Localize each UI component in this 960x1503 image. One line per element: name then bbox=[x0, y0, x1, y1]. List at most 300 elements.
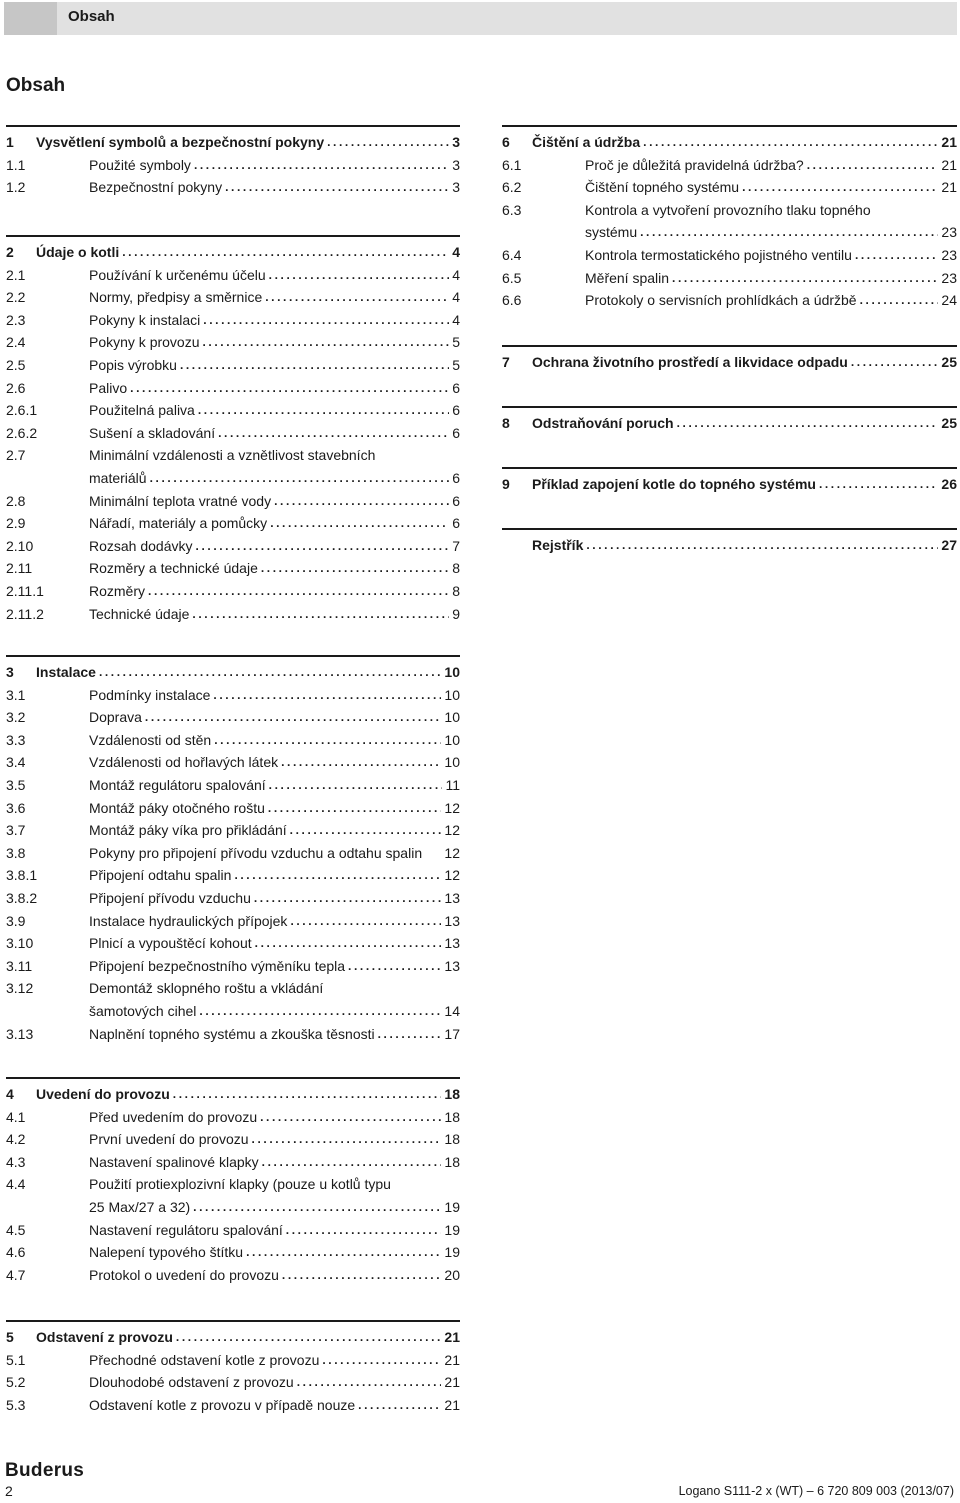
toc-entry[interactable] bbox=[6, 1349, 460, 1372]
toc-entry-label: Palivo bbox=[89, 379, 128, 396]
toc-entry-number: 1.2 bbox=[6, 179, 26, 196]
toc-entry-label: Rozměry a technické údaje bbox=[89, 560, 258, 577]
toc-entry-label: 25 Max/27 a 32) bbox=[89, 1198, 191, 1215]
toc-entry[interactable] bbox=[6, 580, 460, 603]
toc-entry-number: 6.2 bbox=[502, 179, 522, 196]
toc-entry-number: 3.5 bbox=[6, 776, 26, 793]
dot-leader bbox=[274, 490, 449, 513]
toc-entry-label: Použití protiexplozivní klapky (pouze u kotlů typu bbox=[89, 1176, 391, 1193]
toc-entry-page: 25 bbox=[941, 415, 957, 431]
toc-entry-page: 19 bbox=[444, 1244, 460, 1261]
dot-leader bbox=[203, 309, 449, 332]
toc-entry[interactable] bbox=[502, 154, 957, 177]
toc-entry-page: 27 bbox=[941, 537, 957, 553]
brand-logo: Buderus bbox=[5, 1460, 85, 1481]
dot-leader bbox=[254, 887, 442, 910]
toc-entry-page: 4 bbox=[452, 244, 460, 260]
document-id: Logano S111-2 x (WT) – 6 720 809 003 (2013/07) bbox=[678, 1484, 954, 1498]
dot-leader bbox=[213, 684, 441, 707]
toc-entry-page: 5 bbox=[452, 334, 460, 351]
toc-entry[interactable] bbox=[502, 199, 957, 222]
toc-entry-number: 4.2 bbox=[6, 1131, 26, 1148]
toc-entry-label: Vzdálenosti od stěn bbox=[89, 731, 212, 748]
toc-entry[interactable] bbox=[6, 1128, 460, 1151]
toc-entry-number: 5.3 bbox=[6, 1396, 26, 1413]
toc-entry-page: 24 bbox=[941, 292, 957, 309]
toc-entry[interactable] bbox=[6, 176, 460, 199]
dot-leader bbox=[322, 1349, 441, 1372]
toc-entry-label: Ochrana životního prostředí a likvidace odpadu bbox=[532, 354, 848, 370]
toc-entry-label: Pokyny k instalaci bbox=[89, 311, 201, 328]
toc-entry-label: Přechodné odstavení kotle z provozu bbox=[89, 1351, 320, 1368]
toc-entry-number: 1 bbox=[6, 134, 14, 150]
toc-entry-page: 21 bbox=[941, 156, 957, 173]
toc-entry-page: 10 bbox=[444, 754, 460, 771]
toc-entry-number: 3.8.2 bbox=[6, 889, 38, 906]
toc-entry[interactable] bbox=[6, 1083, 460, 1106]
dot-leader bbox=[130, 377, 449, 400]
dot-leader bbox=[225, 176, 449, 199]
toc-entry[interactable] bbox=[6, 512, 460, 535]
toc-entry[interactable] bbox=[502, 412, 957, 435]
toc-entry[interactable] bbox=[6, 422, 460, 445]
toc-entry[interactable] bbox=[6, 1241, 460, 1264]
toc-entry-number: 6.4 bbox=[502, 246, 522, 263]
toc-section bbox=[502, 345, 957, 374]
toc-entry-label: Naplnění topného systému a zkouška těsnosti bbox=[89, 1025, 375, 1042]
dot-leader bbox=[194, 154, 449, 177]
dot-leader bbox=[643, 131, 938, 154]
toc-entry-label: Připojení přívodu vzduchu bbox=[89, 889, 251, 906]
toc-entry[interactable] bbox=[6, 1173, 460, 1196]
toc-entry-page: 20 bbox=[444, 1266, 460, 1283]
toc-entry[interactable] bbox=[6, 842, 460, 865]
toc-entry-label: Sušení a skladování bbox=[89, 424, 216, 441]
toc-entry-number: 2.5 bbox=[6, 356, 26, 373]
toc-entry-page: 11 bbox=[445, 776, 460, 793]
toc-entry[interactable] bbox=[502, 289, 957, 312]
dot-leader bbox=[677, 412, 939, 435]
toc-entry-label: Instalace bbox=[36, 664, 96, 680]
dot-leader bbox=[180, 354, 449, 377]
toc-entry[interactable] bbox=[6, 729, 460, 752]
toc-entry[interactable] bbox=[6, 955, 460, 978]
toc-section bbox=[502, 528, 957, 557]
toc-entry-page: 13 bbox=[444, 957, 460, 974]
dot-leader bbox=[99, 661, 441, 684]
dot-leader bbox=[218, 422, 449, 445]
toc-entry-label: Podmínky instalace bbox=[89, 686, 211, 703]
toc-entry-page: 14 bbox=[444, 1002, 460, 1019]
toc-entry-label: Pokyny pro připojení přívodu vzduchu a odtahu spalin bbox=[89, 844, 423, 861]
toc-entry-number: 3.10 bbox=[6, 935, 34, 952]
dot-leader bbox=[290, 819, 442, 842]
toc-entry[interactable] bbox=[6, 154, 460, 177]
toc-entry[interactable] bbox=[6, 131, 460, 154]
toc-entry-page: 17 bbox=[444, 1025, 460, 1042]
toc-entry-label: Instalace hydraulických přípojek bbox=[89, 912, 288, 929]
toc-entry-page: 3 bbox=[452, 156, 460, 173]
toc-entry[interactable] bbox=[6, 751, 460, 774]
dot-leader bbox=[203, 331, 450, 354]
toc-entry[interactable] bbox=[6, 1371, 460, 1394]
toc-section bbox=[6, 235, 460, 625]
toc-entry-label: Plnicí a vypouštěcí kohout bbox=[89, 935, 252, 952]
toc-entry-label: Minimální vzdálenosti a vznětlivost stavebních bbox=[89, 447, 376, 464]
toc-entry-page: 19 bbox=[444, 1221, 460, 1238]
toc-entry-number: 2.11.2 bbox=[6, 605, 44, 622]
toc-entry-page: 9 bbox=[452, 605, 460, 622]
toc-entry[interactable] bbox=[6, 535, 460, 558]
section-divider bbox=[6, 125, 460, 127]
dot-leader bbox=[255, 932, 442, 955]
toc-entry-page: 18 bbox=[444, 1153, 460, 1170]
toc-entry-label: Proč je důležitá pravidelná údržba? bbox=[585, 156, 804, 173]
toc-entry[interactable] bbox=[6, 1394, 460, 1417]
dot-leader bbox=[586, 534, 938, 557]
toc-entry[interactable] bbox=[502, 473, 957, 496]
dot-leader bbox=[148, 580, 449, 603]
toc-entry[interactable] bbox=[6, 331, 460, 354]
toc-entry-page: 21 bbox=[444, 1351, 460, 1368]
header-bar bbox=[4, 2, 957, 35]
toc-entry-number: 2.10 bbox=[6, 537, 34, 554]
header-title: Obsah bbox=[68, 8, 115, 25]
toc-entry-page: 18 bbox=[444, 1131, 460, 1148]
toc-entry-label: Popis výrobku bbox=[89, 356, 177, 373]
toc-entry-number: 6.5 bbox=[502, 269, 522, 286]
toc-entry-label: Dlouhodobé odstavení z provozu bbox=[89, 1374, 294, 1391]
dot-leader bbox=[297, 1371, 442, 1394]
dot-leader bbox=[855, 244, 938, 267]
dot-leader bbox=[269, 774, 443, 797]
dot-leader bbox=[270, 512, 449, 535]
toc-entry-label: materiálů bbox=[89, 469, 147, 486]
toc-entry[interactable] bbox=[6, 467, 460, 490]
toc-entry-number: 2.3 bbox=[6, 311, 26, 328]
dot-leader bbox=[176, 1326, 442, 1349]
toc-entry[interactable] bbox=[6, 977, 460, 1000]
toc-entry-page: 3 bbox=[452, 179, 460, 196]
toc-entry[interactable] bbox=[6, 490, 460, 513]
toc-entry-number: 4.5 bbox=[6, 1221, 26, 1238]
section-divider bbox=[502, 125, 957, 127]
toc-entry-number: 2.9 bbox=[6, 515, 26, 532]
toc-entry-number: 3.1 bbox=[6, 686, 26, 703]
toc-entry-page: 13 bbox=[444, 889, 460, 906]
toc-entry-label: Demontáž sklopného roštu a vkládání bbox=[89, 980, 324, 997]
toc-entry[interactable] bbox=[6, 887, 460, 910]
dot-leader bbox=[214, 729, 441, 752]
toc-entry-page: 5 bbox=[452, 356, 460, 373]
section-divider bbox=[6, 655, 460, 657]
toc-entry[interactable] bbox=[6, 603, 460, 626]
toc-entry-label: Montáž páky víka pro přikládání bbox=[89, 822, 287, 839]
toc-entry[interactable] bbox=[6, 444, 460, 467]
toc-section bbox=[502, 125, 957, 312]
toc-entry-number: 3.8 bbox=[6, 844, 26, 861]
toc-section bbox=[6, 655, 460, 1045]
toc-section bbox=[6, 1077, 460, 1286]
toc-entry-page: 4 bbox=[452, 266, 460, 283]
toc-section bbox=[502, 406, 957, 435]
dot-leader bbox=[122, 241, 449, 264]
toc-entry-page: 26 bbox=[941, 476, 957, 492]
toc-entry-label: Technické údaje bbox=[89, 605, 190, 622]
toc-entry-page: 23 bbox=[941, 246, 957, 263]
toc-entry-number: 3.7 bbox=[6, 822, 26, 839]
dot-leader bbox=[234, 864, 441, 887]
toc-entry-label: Doprava bbox=[89, 709, 142, 726]
section-divider bbox=[6, 1077, 460, 1079]
toc-entry-number: 4.4 bbox=[6, 1176, 26, 1193]
toc-entry-page: 18 bbox=[444, 1086, 460, 1102]
toc-entry-label: Měření spalin bbox=[585, 269, 670, 286]
toc-entry-label: Minimální teplota vratné vody bbox=[89, 492, 272, 509]
toc-entry[interactable] bbox=[6, 1000, 460, 1023]
toc-entry[interactable] bbox=[502, 221, 957, 244]
section-divider bbox=[502, 345, 957, 347]
toc-entry-number: 2.6.1 bbox=[6, 402, 38, 419]
dot-leader bbox=[199, 1000, 441, 1023]
toc-entry[interactable] bbox=[6, 241, 460, 264]
dot-leader bbox=[192, 603, 449, 626]
toc-entry-page: 6 bbox=[452, 402, 460, 419]
toc-entry[interactable] bbox=[502, 267, 957, 290]
dot-leader bbox=[262, 1151, 442, 1174]
toc-entry-page: 21 bbox=[444, 1396, 460, 1413]
toc-entry-label: Před uvedením do provozu bbox=[89, 1108, 258, 1125]
toc-entry-label: Použitelná paliva bbox=[89, 402, 195, 419]
header-tab-marker bbox=[4, 2, 57, 35]
toc-entry-label: Uvedení do provozu bbox=[36, 1086, 170, 1102]
dot-leader bbox=[281, 751, 441, 774]
toc-entry[interactable] bbox=[6, 910, 460, 933]
toc-entry[interactable] bbox=[502, 534, 957, 557]
dot-leader bbox=[286, 1219, 442, 1242]
dot-leader bbox=[640, 221, 938, 244]
toc-entry-number: 2.11 bbox=[6, 560, 33, 577]
toc-entry-page: 21 bbox=[941, 134, 957, 150]
toc-entry-page: 4 bbox=[452, 311, 460, 328]
toc-entry-label: První uvedení do provozu bbox=[89, 1131, 249, 1148]
dot-leader bbox=[807, 154, 939, 177]
dot-leader bbox=[378, 1023, 442, 1046]
toc-entry-page: 23 bbox=[941, 224, 957, 241]
dot-leader bbox=[150, 467, 450, 490]
toc-entry-label: Rejstřík bbox=[532, 537, 584, 553]
dot-leader bbox=[672, 267, 938, 290]
toc-entry[interactable] bbox=[6, 1219, 460, 1242]
toc-entry[interactable] bbox=[6, 706, 460, 729]
toc-entry[interactable] bbox=[6, 399, 460, 422]
toc-entry-number: 2.1 bbox=[6, 266, 26, 283]
toc-entry[interactable] bbox=[6, 819, 460, 842]
dot-leader bbox=[268, 797, 442, 820]
toc-entry[interactable] bbox=[6, 864, 460, 887]
dot-leader bbox=[265, 286, 449, 309]
toc-entry-number: 3 bbox=[6, 664, 14, 680]
toc-entry-page: 3 bbox=[452, 134, 460, 150]
toc-entry[interactable] bbox=[502, 351, 957, 374]
toc-entry[interactable] bbox=[6, 661, 460, 684]
dot-leader bbox=[819, 473, 938, 496]
toc-entry-number: 3.3 bbox=[6, 731, 26, 748]
toc-entry-label: Použité symboly bbox=[89, 156, 191, 173]
toc-entry[interactable] bbox=[6, 1151, 460, 1174]
toc-entry-number: 2.11.1 bbox=[6, 582, 44, 599]
toc-entry-label: Nalepení typového štítku bbox=[89, 1244, 244, 1261]
toc-entry[interactable] bbox=[6, 377, 460, 400]
toc-section bbox=[6, 125, 460, 199]
toc-entry-page: 8 bbox=[452, 582, 460, 599]
toc-entry-number: 7 bbox=[502, 354, 510, 370]
toc-entry[interactable] bbox=[6, 286, 460, 309]
toc-entry-page: 13 bbox=[444, 935, 460, 952]
toc-entry-label: Čištění a údržba bbox=[532, 134, 641, 150]
toc-entry-number: 2.2 bbox=[6, 289, 26, 306]
toc-section bbox=[6, 1320, 460, 1416]
dot-leader bbox=[348, 955, 441, 978]
toc-entry-page: 6 bbox=[452, 469, 460, 486]
toc-entry-page: 6 bbox=[452, 379, 460, 396]
toc-entry-label: Odstraňování poruch bbox=[532, 415, 674, 431]
toc-entry-label: Bezpečnostní pokyny bbox=[89, 179, 223, 196]
toc-section bbox=[502, 467, 957, 496]
toc-entry-number: 4.1 bbox=[6, 1108, 26, 1125]
toc-entry-number: 5.2 bbox=[6, 1374, 26, 1391]
toc-entry-number: 5 bbox=[6, 1329, 14, 1345]
toc-entry-page: 21 bbox=[444, 1374, 460, 1391]
toc-entry[interactable] bbox=[502, 176, 957, 199]
toc-entry-label: Připojení odtahu spalin bbox=[89, 867, 232, 884]
section-divider bbox=[502, 528, 957, 530]
toc-entry-number: 3.9 bbox=[6, 912, 26, 929]
toc-entry-number: 2.4 bbox=[6, 334, 26, 351]
toc-entry[interactable] bbox=[6, 1196, 460, 1219]
toc-entry-label: šamotových cihel bbox=[89, 1002, 197, 1019]
toc-entry-page: 10 bbox=[444, 709, 460, 726]
dot-leader bbox=[252, 1128, 442, 1151]
toc-entry-page: 6 bbox=[452, 424, 460, 441]
toc-entry-label: Připojení bezpečnostního výměníku tepla bbox=[89, 957, 346, 974]
toc-entry-page: 7 bbox=[452, 537, 460, 554]
toc-entry-number: 3.11 bbox=[6, 957, 33, 974]
toc-entry-label: Údaje o kotli bbox=[36, 244, 120, 260]
toc-entry-number: 2.8 bbox=[6, 492, 26, 509]
toc-entry-number: 4.7 bbox=[6, 1266, 26, 1283]
dot-leader bbox=[261, 557, 449, 580]
toc-entry-label: Protokoly o servisních prohlídkách a údržbě bbox=[585, 292, 857, 309]
dot-leader bbox=[290, 910, 441, 933]
toc-entry[interactable] bbox=[6, 354, 460, 377]
toc-entry[interactable] bbox=[6, 684, 460, 707]
toc-entry-label: Příklad zapojení kotle do topného systému bbox=[532, 476, 816, 492]
toc-entry[interactable] bbox=[6, 797, 460, 820]
toc-entry-number: 4.6 bbox=[6, 1244, 26, 1261]
toc-entry-page: 23 bbox=[941, 269, 957, 286]
dot-leader bbox=[246, 1241, 441, 1264]
section-divider bbox=[502, 406, 957, 408]
toc-entry[interactable] bbox=[6, 932, 460, 955]
toc-entry-label: Používání k určenému účelu bbox=[89, 266, 266, 283]
toc-entry-page: 12 bbox=[444, 867, 460, 884]
toc-entry-number: 6.3 bbox=[502, 201, 522, 218]
toc-entry-label: Odstavení z provozu bbox=[36, 1329, 173, 1345]
dot-leader bbox=[742, 176, 938, 199]
toc-entry-page: 13 bbox=[444, 912, 460, 929]
toc-entry-number: 8 bbox=[502, 415, 510, 431]
toc-entry-label: Kontrola termostatického pojistného ventilu bbox=[585, 246, 852, 263]
toc-entry-number: 1.1 bbox=[6, 156, 26, 173]
toc-entry[interactable] bbox=[502, 131, 957, 154]
dot-leader bbox=[327, 131, 449, 154]
toc-entry[interactable] bbox=[6, 1326, 460, 1349]
toc-entry-number: 3.4 bbox=[6, 754, 26, 771]
toc-entry-label: Vysvětlení symbolů a bezpečnostní pokyny bbox=[36, 134, 325, 150]
toc-entry[interactable] bbox=[6, 1264, 460, 1287]
toc-entry-page: 10 bbox=[444, 664, 460, 680]
page-number: 2 bbox=[5, 1483, 13, 1499]
toc-entry-label: Čištění topného systému bbox=[585, 179, 740, 196]
toc-entry-number: 3.13 bbox=[6, 1025, 34, 1042]
toc-entry-label: Vzdálenosti od hořlavých látek bbox=[89, 754, 279, 771]
toc-entry-number: 3.2 bbox=[6, 709, 26, 726]
section-divider bbox=[502, 467, 957, 469]
toc-entry[interactable] bbox=[6, 1106, 460, 1129]
toc-entry-number: 4.3 bbox=[6, 1153, 26, 1170]
toc-entry[interactable] bbox=[6, 1023, 460, 1046]
dot-leader bbox=[282, 1264, 442, 1287]
toc-entry-number: 2.6.2 bbox=[6, 424, 38, 441]
toc-entry-label: Protokol o uvedení do provozu bbox=[89, 1266, 279, 1283]
toc-entry-label: Nastavení spalinové klapky bbox=[89, 1153, 259, 1170]
toc-entry-number: 4 bbox=[6, 1086, 14, 1102]
toc-entry-page: 4 bbox=[452, 289, 460, 306]
toc-entry-label: Montáž regulátoru spalování bbox=[89, 776, 266, 793]
toc-entry-label: Rozměry bbox=[89, 582, 146, 599]
dot-leader bbox=[193, 1196, 441, 1219]
toc-entry[interactable] bbox=[502, 244, 957, 267]
toc-entry-label: Rozsah dodávky bbox=[89, 537, 193, 554]
toc-entry[interactable] bbox=[6, 774, 460, 797]
toc-entry-page: 21 bbox=[444, 1329, 460, 1345]
toc-entry-page: 12 bbox=[444, 799, 460, 816]
toc-entry-number: 6.6 bbox=[502, 292, 522, 309]
toc-entry-number: 6 bbox=[502, 134, 510, 150]
toc-entry-label: Kontrola a vytvoření provozního tlaku topného bbox=[585, 201, 871, 218]
toc-entry-number: 9 bbox=[502, 476, 510, 492]
dot-leader bbox=[358, 1394, 441, 1417]
toc-entry-number: 3.6 bbox=[6, 799, 26, 816]
toc-entry-number: 6.1 bbox=[502, 156, 522, 173]
toc-entry-label: Normy, předpisy a směrnice bbox=[89, 289, 263, 306]
toc-entry-page: 10 bbox=[444, 731, 460, 748]
toc-entry-page: 6 bbox=[452, 515, 460, 532]
toc-entry-label: Pokyny k provozu bbox=[89, 334, 200, 351]
toc-entry-page: 10 bbox=[444, 686, 460, 703]
section-divider bbox=[6, 1320, 460, 1322]
toc-entry-label: Nastavení regulátoru spalování bbox=[89, 1221, 283, 1238]
toc-entry[interactable] bbox=[6, 557, 460, 580]
toc-entry-label: Montáž páky otočného roštu bbox=[89, 799, 265, 816]
dot-leader bbox=[173, 1083, 442, 1106]
toc-entry[interactable] bbox=[6, 264, 460, 287]
toc-entry-page: 21 bbox=[941, 179, 957, 196]
toc-entry[interactable] bbox=[6, 309, 460, 332]
toc-entry-label: Odstavení kotle z provozu v případě nouze bbox=[89, 1396, 356, 1413]
dot-leader bbox=[269, 264, 450, 287]
